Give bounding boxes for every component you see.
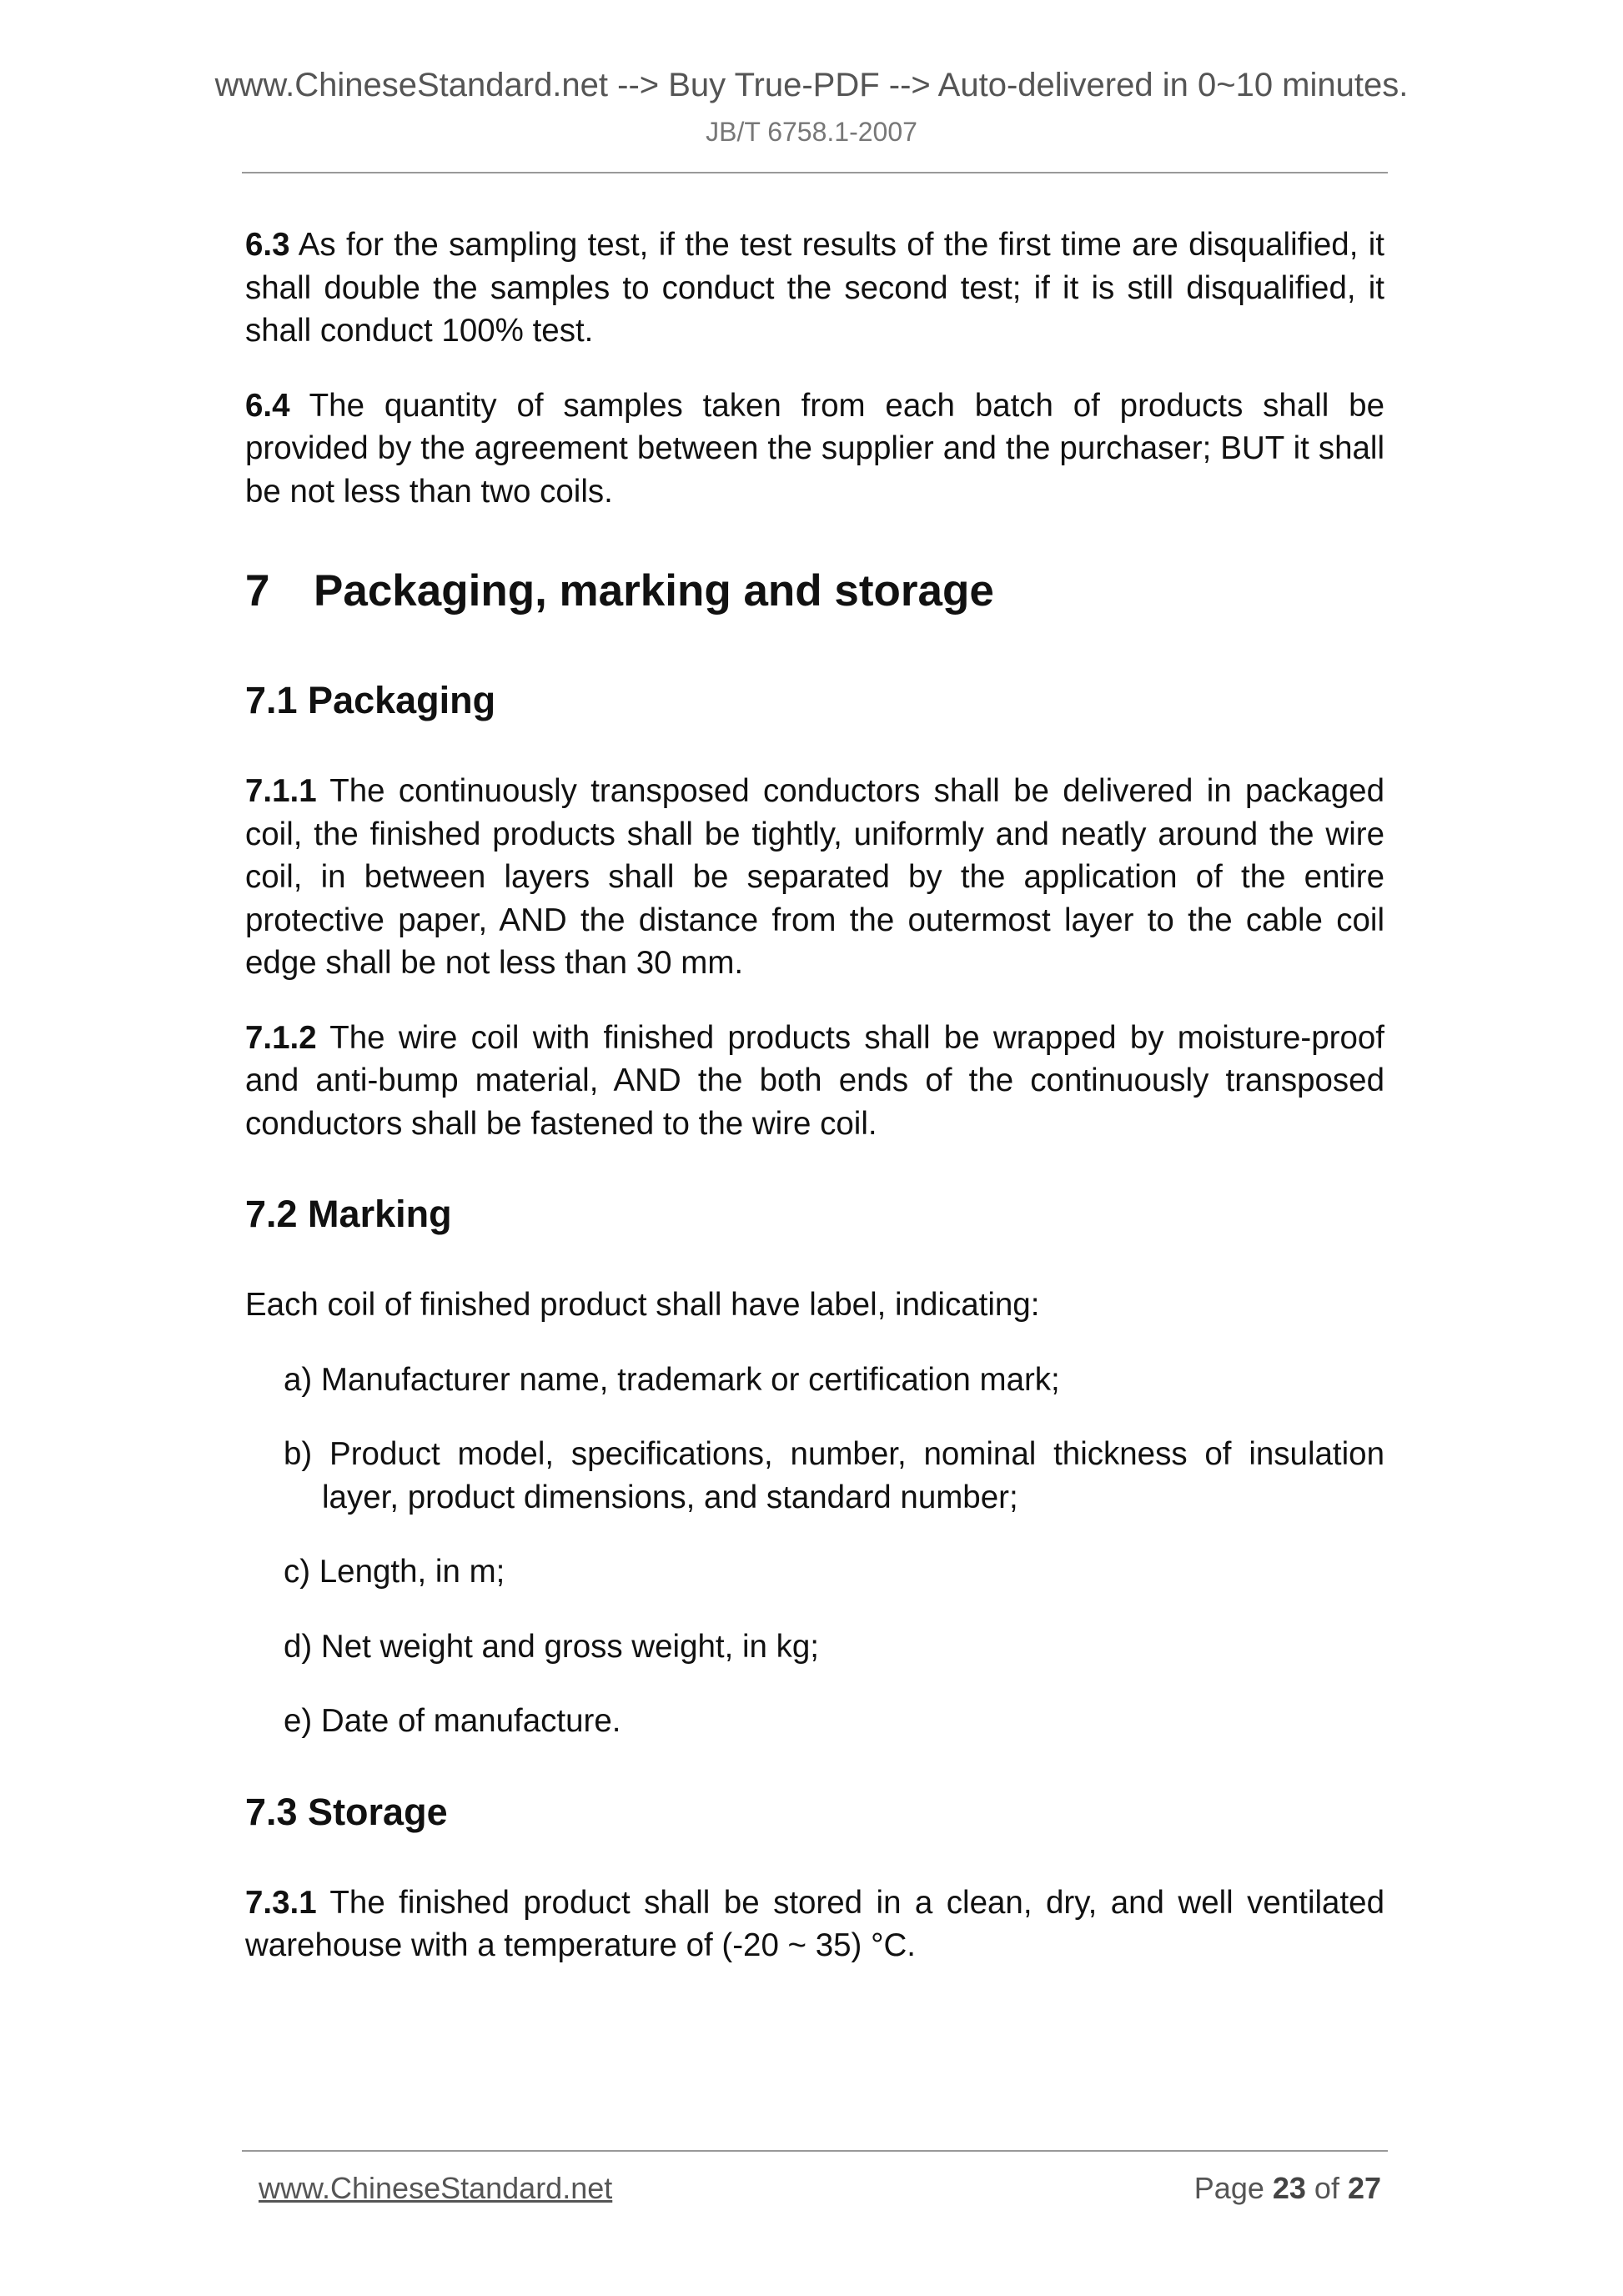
clause-text: The wire coil with finished products shall be wrapped by moisture-proof and anti-bump material, AND the both ends of the continuously transposed conductors shall be fastened to the wire coil.: [245, 1019, 1384, 1142]
page-total: 27: [1347, 2171, 1381, 2205]
clause-number: 6.3: [245, 227, 290, 263]
clause-text: The continuously transposed conductors shall be delivered in packaged coil, the finished products shall be tightly, uniformly and neatly around the wire coil, in between layers shall be separated by the application of the entire protective paper, AND the distance from the outermost layer to the cable coil edge shall be not less than 30 mm.: [245, 773, 1384, 981]
clause-7-1-1: [245, 770, 1384, 985]
section-7-1-heading: 7.1 Packaging: [245, 679, 496, 721]
clause-text: As for the sampling test, if the test results of the first time are disqualified, it shall double the samples to conduct the second test; if it is still disqualified, it shall conduct 100% test.: [245, 227, 1384, 349]
section-7-heading: [245, 566, 1384, 616]
section-7-2-heading: 7.2 Marking: [245, 1193, 452, 1235]
clause-text: The finished product shall be stored in a clean, dry, and well ventilated warehouse with a temperature of (-20 ~ 35) °C.: [245, 1884, 1384, 1963]
standard-code: JB/T 6758.1-2007: [706, 117, 917, 147]
list-item: e) Date of manufacture.: [284, 1703, 621, 1739]
clause-number: 6.4: [245, 387, 290, 424]
clause-number: 7.3.1: [245, 1884, 317, 1921]
header-divider: [242, 172, 1388, 173]
marking-list: [245, 1359, 1384, 1743]
page-prefix: Page: [1193, 2171, 1273, 2205]
page-current: 23: [1272, 2171, 1306, 2205]
clause-6-3: [245, 224, 1384, 353]
document-body: [245, 224, 1384, 1999]
footer-divider: [242, 2150, 1388, 2152]
clause-text: The quantity of samples taken from each batch of products shall be provided by the agreement between the supplier and the purchaser; BUT it shall be not less than two coils.: [245, 387, 1384, 510]
section-number: 7: [245, 566, 270, 615]
header-banner: www.ChineseStandard.net --> Buy True-PDF --> Auto-delivered in 0~10 minutes.: [214, 67, 1409, 103]
footer-site-link[interactable]: www.ChineseStandard.net: [259, 2171, 613, 2205]
list-item: a) Manufacturer name, trademark or certification mark;: [284, 1361, 1060, 1398]
clause-6-4: [245, 384, 1384, 514]
clause-7-3-1: [245, 1882, 1384, 1967]
clause-number: 7.1.1: [245, 773, 317, 809]
section-title: Packaging, marking and storage: [314, 566, 994, 615]
section-7-3-heading: 7.3 Storage: [245, 1790, 448, 1833]
list-item: b) Product model, specifications, number, nominal thickness of insulation layer, product dimensions, and standard number;: [284, 1436, 1384, 1515]
clause-number: 7.1.2: [245, 1019, 317, 1056]
list-item: d) Net weight and gross weight, in kg;: [284, 1628, 819, 1665]
list-item: c) Length, in m;: [284, 1554, 505, 1590]
page-of: of: [1305, 2171, 1348, 2205]
clause-7-1-2: [245, 1017, 1384, 1146]
page-number: [1194, 2170, 1381, 2207]
marking-intro: Each coil of finished product shall have label, indicating:: [245, 1287, 1040, 1323]
